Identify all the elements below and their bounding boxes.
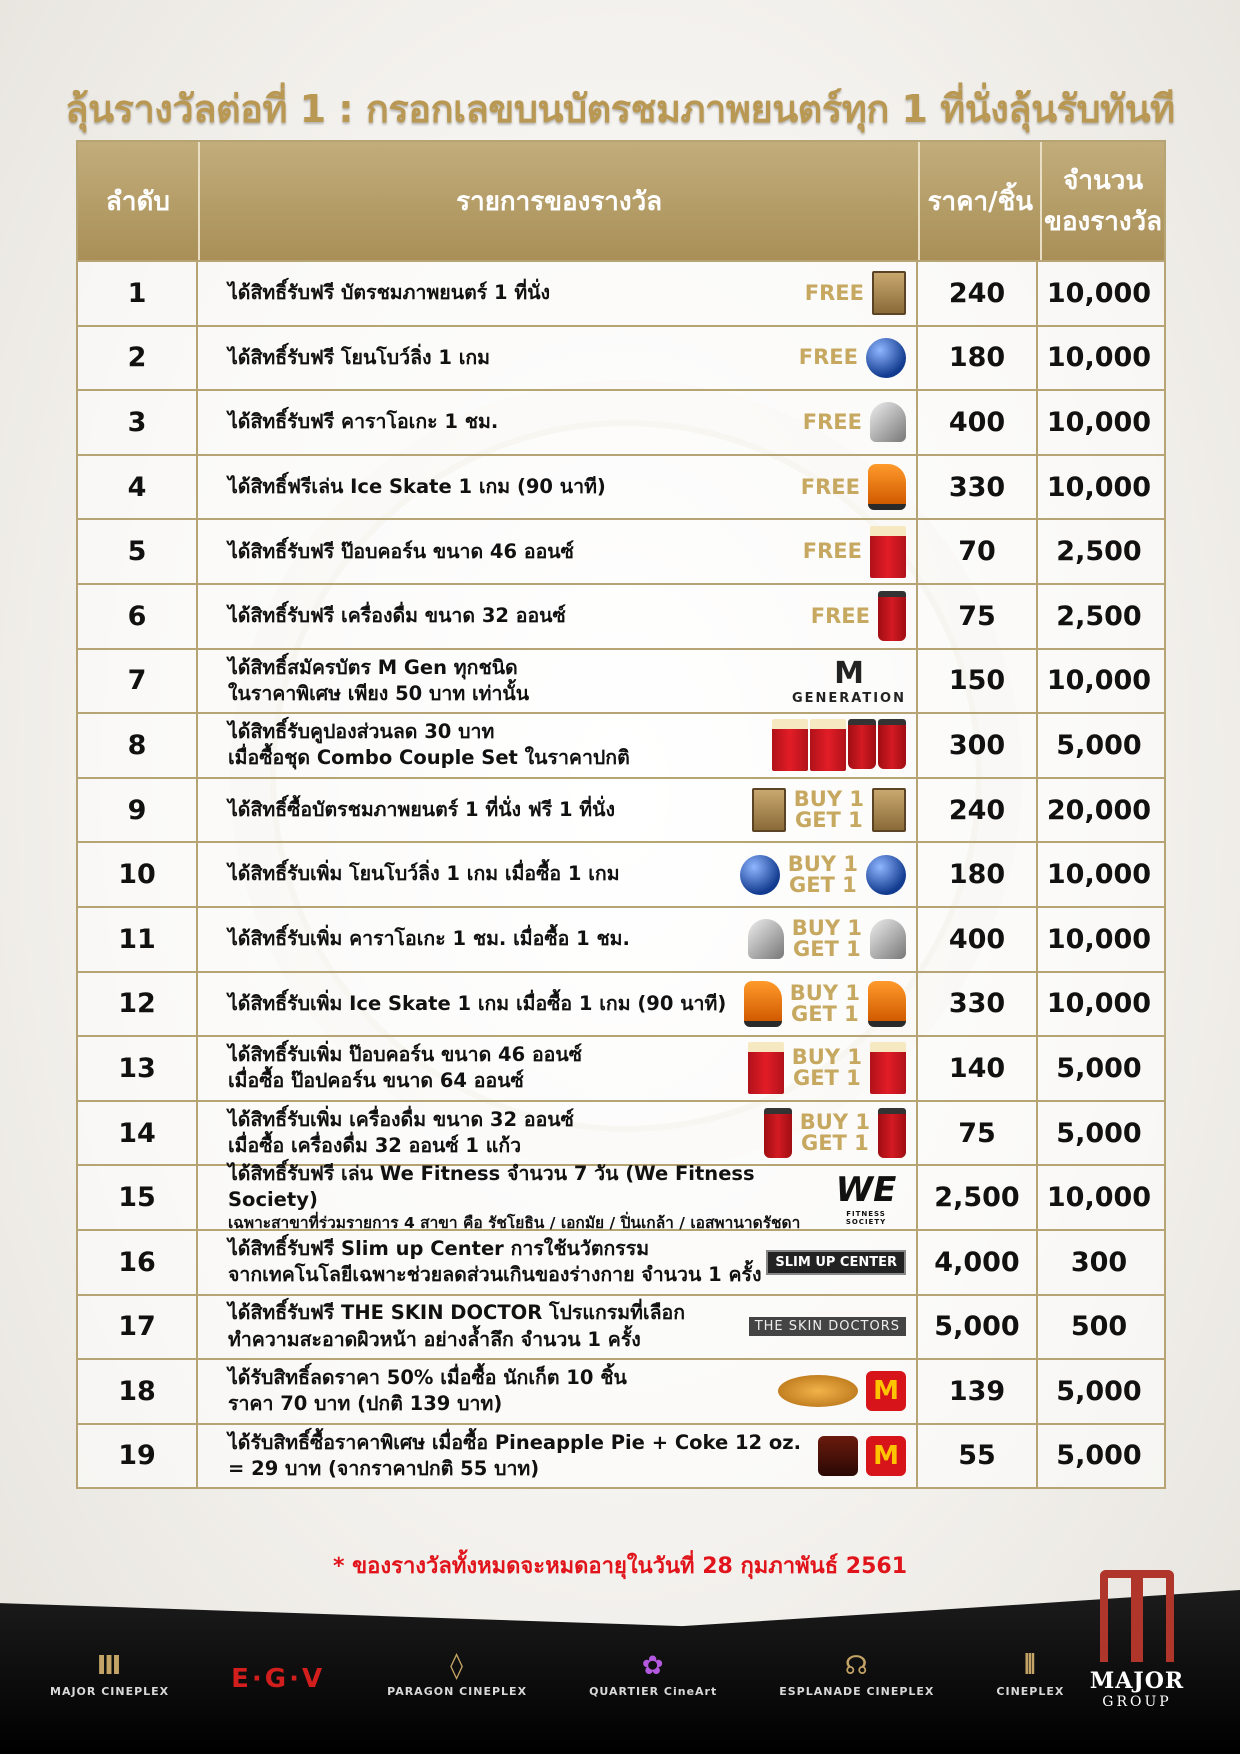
drink-cup-icon bbox=[878, 1108, 906, 1158]
row-price: 330 bbox=[918, 456, 1038, 519]
row-price: 150 bbox=[918, 650, 1038, 713]
row-price: 240 bbox=[918, 262, 1038, 325]
buy-label: BUY 1 bbox=[793, 787, 864, 812]
row-qty: 10,000 bbox=[1046, 342, 1152, 374]
row-price: 400 bbox=[918, 908, 1038, 971]
get-label: GET 1 bbox=[788, 872, 857, 897]
major-group-line1: MAJOR bbox=[1089, 1668, 1185, 1694]
major-group-line2: GROUP bbox=[1102, 1694, 1172, 1710]
row-price: 4,000 bbox=[918, 1231, 1038, 1294]
row-item bbox=[198, 1360, 918, 1423]
major-group-mark-icon bbox=[1100, 1570, 1174, 1662]
row-qty: 5,000 bbox=[1056, 1375, 1142, 1407]
nuggets-icon bbox=[778, 1375, 858, 1407]
item-line1: ได้สิทธิ์รับฟรี คาราโอเกะ 1 ชม. bbox=[228, 410, 499, 434]
col-header-qty bbox=[1042, 142, 1164, 260]
buy-label: BUY 1 bbox=[791, 1045, 862, 1070]
item-line1: ได้สิทธิ์รับเพิ่ม Ice Skate 1 เกม เมื่อซื้อ 1 เกม (90 นาที) bbox=[228, 991, 727, 1015]
row-qty: 5,000 bbox=[1056, 1052, 1142, 1084]
bowling-ball-icon bbox=[866, 855, 906, 895]
ice-skate-icon bbox=[868, 464, 906, 510]
row-price: 5,000 bbox=[918, 1296, 1038, 1359]
buy-label: BUY 1 bbox=[799, 1110, 870, 1135]
free-tag: FREE bbox=[802, 409, 862, 434]
row-qty: 2,500 bbox=[1056, 536, 1142, 568]
popcorn-icon bbox=[870, 1042, 906, 1094]
buy-get-tag bbox=[794, 789, 864, 831]
movie-ticket-icon bbox=[872, 788, 906, 832]
item-line1: ได้รับสิทธิ์ลดราคา 50% เมื่อซื้อ นักเก็ต 10 ชิ้น bbox=[228, 1366, 627, 1390]
buy-get-tag bbox=[787, 851, 858, 897]
footer-brand-logos bbox=[50, 1650, 1064, 1698]
item-line1: ได้สิทธิ์รับฟรี บัตรชมภาพยนตร์ 1 ที่นั่ง bbox=[228, 281, 551, 305]
row-number: 5 bbox=[78, 520, 198, 583]
brand-label: CINEPLEX bbox=[996, 1685, 1065, 1698]
brand-label: ESPLANADE CINEPLEX bbox=[779, 1685, 935, 1698]
row-qty: 10,000 bbox=[1046, 923, 1152, 955]
row-price: 180 bbox=[918, 327, 1038, 390]
row-price: 55 bbox=[918, 1425, 1038, 1488]
row-item bbox=[198, 1231, 918, 1294]
table-row bbox=[78, 260, 1164, 325]
row-qty: 10,000 bbox=[1046, 406, 1152, 438]
row-price: 2,500 bbox=[918, 1166, 1038, 1229]
m-generation-logo bbox=[792, 656, 906, 706]
item-line2: เฉพาะสาขาที่ร่วมรายการ 4 สาขา คือ รัชโยธิน / เอกมัย / ปิ่นเกล้า / เอสพานาดรัชดา bbox=[228, 1214, 801, 1233]
row-item bbox=[198, 1102, 918, 1165]
row-qty: 5,000 bbox=[1056, 1117, 1142, 1149]
get-label: GET 1 bbox=[794, 808, 863, 833]
drink-cup-icon bbox=[878, 591, 906, 641]
table-row bbox=[78, 454, 1164, 519]
free-tag: FREE bbox=[798, 345, 858, 370]
table-row bbox=[78, 583, 1164, 648]
get-label: GET 1 bbox=[790, 1001, 859, 1026]
table-row bbox=[78, 518, 1164, 583]
popcorn-icon bbox=[748, 1042, 784, 1094]
page-title: ลุ้นรางวัลต่อที่ 1 : กรอกเลขบนบัตรชมภาพยนตร์ทุก 1 ที่นั่งลุ้นรับทันที bbox=[65, 87, 1175, 131]
row-qty: 10,000 bbox=[1046, 988, 1152, 1020]
row-qty: 5,000 bbox=[1056, 729, 1142, 761]
egv-logo bbox=[231, 1664, 325, 1698]
table-row bbox=[78, 389, 1164, 454]
row-number: 1 bbox=[78, 262, 198, 325]
popcorn-icon bbox=[772, 719, 808, 771]
item-line2: จากเทคโนโลยีเฉพาะช่วยลดส่วนเกินของร่างกาย จำนวน 1 ครั้ง bbox=[228, 1263, 762, 1287]
table-row bbox=[78, 1423, 1164, 1488]
item-line1: ได้สิทธิ์รับฟรี เครื่องดื่ม ขนาด 32 ออนซ์ bbox=[228, 604, 566, 628]
row-number: 2 bbox=[78, 327, 198, 390]
table-row bbox=[78, 1161, 1164, 1233]
get-label: GET 1 bbox=[792, 1066, 861, 1091]
item-line1: ได้สิทธิ์รับฟรี Slim up Center การใช้นวัตกรรม bbox=[228, 1236, 650, 1260]
table-row bbox=[78, 648, 1164, 713]
movie-ticket-icon bbox=[872, 271, 906, 315]
row-number: 17 bbox=[78, 1296, 198, 1359]
combo-set-icon bbox=[772, 719, 906, 771]
drink-cup-icon bbox=[764, 1108, 792, 1158]
movie-ticket-icon bbox=[752, 788, 786, 832]
item-line1: ได้สิทธิ์ฟรีเล่น Ice Skate 1 เกม (90 นาที) bbox=[228, 474, 606, 498]
row-item bbox=[198, 1425, 918, 1488]
row-item bbox=[198, 1037, 918, 1100]
row-number: 9 bbox=[78, 779, 198, 842]
table-row bbox=[78, 906, 1164, 971]
row-item bbox=[198, 262, 918, 325]
row-number: 3 bbox=[78, 391, 198, 454]
table-row bbox=[78, 1100, 1164, 1165]
table-row bbox=[78, 1229, 1164, 1294]
row-item bbox=[198, 843, 918, 906]
col-header-qty-line2: ของรางวัล bbox=[1044, 207, 1163, 237]
row-price: 70 bbox=[918, 520, 1038, 583]
we-fitness-label: FITNESS SOCIETY bbox=[845, 1209, 887, 1226]
mcdonalds-logo: M bbox=[866, 1371, 906, 1411]
esplanade-cineplex-logo: ☊ ESPLANADE CINEPLEX bbox=[779, 1651, 935, 1698]
microphone-icon bbox=[870, 919, 906, 959]
row-item bbox=[198, 779, 918, 842]
row-item bbox=[198, 585, 918, 648]
item-line1: ได้รับสิทธิ์ซื้อราคาพิเศษ เมื่อซื้อ Pineapple Pie + Coke 12 oz. bbox=[228, 1430, 802, 1454]
brand-label: QUARTIER CineArt bbox=[589, 1685, 718, 1698]
item-line2: เมื่อซื้อชุด Combo Couple Set ในราคาปกติ bbox=[228, 746, 630, 770]
buy-get-tag bbox=[789, 980, 860, 1026]
brand-label: PARAGON CINEPLEX bbox=[387, 1685, 528, 1698]
table-row bbox=[78, 971, 1164, 1036]
bowling-ball-icon bbox=[866, 338, 906, 378]
popcorn-icon bbox=[810, 719, 846, 771]
we-fitness-logo bbox=[826, 1170, 906, 1226]
row-number: 15 bbox=[78, 1166, 198, 1229]
row-price: 75 bbox=[918, 585, 1038, 648]
table-row bbox=[78, 777, 1164, 842]
we-fitness-mark: WE bbox=[835, 1169, 897, 1210]
row-price: 75 bbox=[918, 1102, 1038, 1165]
get-label: GET 1 bbox=[792, 937, 861, 962]
mcdonalds-logo: M bbox=[866, 1436, 906, 1476]
table-row bbox=[78, 712, 1164, 777]
item-line2: ในราคาพิเศษ เพียง 50 บาท เท่านั้น bbox=[228, 681, 530, 705]
row-price: 140 bbox=[918, 1037, 1038, 1100]
microphone-icon bbox=[870, 402, 906, 442]
row-price: 400 bbox=[918, 391, 1038, 454]
row-qty: 10,000 bbox=[1046, 859, 1152, 891]
free-tag: FREE bbox=[802, 539, 862, 564]
buy-get-tag bbox=[792, 918, 862, 960]
expiry-note: * ของรางวัลทั้งหมดจะหมดอายุในวันที่ 28 กุมภาพันธ์ 2561 bbox=[332, 1554, 908, 1579]
row-item bbox=[198, 973, 918, 1036]
table-row bbox=[78, 1035, 1164, 1100]
item-line1: ได้สิทธิ์รับเพิ่ม โยนโบว์ลิ่ง 1 เกม เมื่อซื้อ 1 เกม bbox=[228, 862, 620, 886]
buy-label: BUY 1 bbox=[791, 916, 862, 941]
col-header-qty-line1: จำนวน bbox=[1063, 166, 1144, 196]
item-line1: ได้สิทธิ์รับฟรี ป๊อบคอร์น ขนาด 46 ออนซ์ bbox=[228, 539, 574, 563]
brand-label: MAJOR CINEPLEX bbox=[50, 1685, 170, 1698]
brand-label: E·G·V bbox=[231, 1664, 326, 1694]
table-row bbox=[78, 325, 1164, 390]
row-number: 13 bbox=[78, 1037, 198, 1100]
item-line1: ได้สิทธิ์รับเพิ่ม เครื่องดื่ม ขนาด 32 ออนซ์ bbox=[228, 1107, 574, 1131]
item-line2: ราคา 70 บาท (ปกติ 139 บาท) bbox=[228, 1392, 503, 1416]
col-header-item: รายการของรางวัล bbox=[200, 142, 921, 260]
table-row bbox=[78, 841, 1164, 906]
row-number: 18 bbox=[78, 1360, 198, 1423]
row-item bbox=[198, 1161, 918, 1233]
item-line2: = 29 บาท (จากราคาปกติ 55 บาท) bbox=[228, 1456, 540, 1480]
free-tag: FREE bbox=[810, 603, 870, 628]
row-price: 330 bbox=[918, 973, 1038, 1036]
item-line2: เมื่อซื้อ เครื่องดื่ม 32 ออนซ์ 1 แก้ว bbox=[228, 1134, 522, 1158]
row-item bbox=[198, 391, 918, 454]
m-generation-label: GENERATION bbox=[791, 690, 906, 706]
cineplex-logo: ⦀ CINEPLEX bbox=[996, 1650, 1065, 1698]
row-price: 300 bbox=[918, 714, 1038, 777]
row-price: 180 bbox=[918, 843, 1038, 906]
row-number: 8 bbox=[78, 714, 198, 777]
row-number: 16 bbox=[78, 1231, 198, 1294]
row-item bbox=[198, 714, 918, 777]
item-line1: ได้สิทธิ์รับเพิ่ม คาราโอเกะ 1 ชม. เมื่อซื้อ 1 ชม. bbox=[228, 927, 630, 951]
quartier-cineart-logo: ✿ QUARTIER CineArt bbox=[589, 1651, 718, 1698]
buy-label: BUY 1 bbox=[787, 851, 858, 876]
table-row bbox=[78, 1294, 1164, 1359]
row-qty: 20,000 bbox=[1046, 794, 1152, 826]
row-qty: 10,000 bbox=[1046, 1182, 1152, 1214]
item-line2: ทำความสะอาดผิวหน้า อย่างล้ำลึก จำนวน 1 ครั้ง bbox=[228, 1327, 641, 1351]
row-price: 139 bbox=[918, 1360, 1038, 1423]
row-qty: 10,000 bbox=[1046, 665, 1152, 697]
row-item bbox=[198, 1296, 918, 1359]
row-qty: 500 bbox=[1070, 1311, 1128, 1343]
prize-table bbox=[76, 140, 1166, 1489]
item-line1: ได้สิทธิ์รับเพิ่ม ป๊อบคอร์น ขนาด 46 ออนซ์ bbox=[228, 1043, 582, 1067]
row-qty: 2,500 bbox=[1056, 600, 1142, 632]
row-item bbox=[198, 456, 918, 519]
paragon-cineplex-logo: ◊ PARAGON CINEPLEX bbox=[387, 1651, 528, 1698]
table-row bbox=[78, 1358, 1164, 1423]
row-price: 240 bbox=[918, 779, 1038, 842]
row-number: 7 bbox=[78, 650, 198, 713]
row-number: 6 bbox=[78, 585, 198, 648]
row-item bbox=[198, 327, 918, 390]
item-line1: ได้สิทธิ์รับฟรี เล่น We Fitness จำนวน 7 วัน (We Fitness Society) bbox=[228, 1161, 755, 1212]
popcorn-icon bbox=[870, 526, 906, 578]
row-qty: 5,000 bbox=[1056, 1440, 1142, 1472]
row-number: 14 bbox=[78, 1102, 198, 1165]
row-qty: 10,000 bbox=[1046, 277, 1152, 309]
buy-get-tag bbox=[800, 1112, 870, 1154]
row-item bbox=[198, 650, 918, 713]
free-tag: FREE bbox=[804, 280, 864, 305]
pie-and-coke-icon bbox=[818, 1436, 858, 1476]
col-header-no: ลำดับ bbox=[78, 142, 200, 260]
get-label: GET 1 bbox=[800, 1131, 869, 1156]
major-cineplex-logo: Ⅲ MAJOR CINEPLEX bbox=[50, 1651, 170, 1698]
drink-cup-icon bbox=[848, 719, 876, 769]
item-line1: ได้สิทธิ์รับฟรี THE SKIN DOCTOR โปรแกรมที่เลือก bbox=[228, 1301, 686, 1325]
row-qty: 300 bbox=[1070, 1246, 1128, 1278]
row-qty: 10,000 bbox=[1046, 471, 1152, 503]
ice-skate-icon bbox=[868, 981, 906, 1027]
row-number: 4 bbox=[78, 456, 198, 519]
row-number: 11 bbox=[78, 908, 198, 971]
free-tag: FREE bbox=[800, 474, 860, 499]
table-header bbox=[78, 142, 1164, 260]
row-number: 12 bbox=[78, 973, 198, 1036]
item-line1: ได้สิทธิ์รับฟรี โยนโบว์ลิ่ง 1 เกม bbox=[228, 345, 491, 369]
buy-label: BUY 1 bbox=[789, 980, 860, 1005]
skin-doctors-logo: THE SKIN DOCTORS bbox=[749, 1317, 906, 1336]
item-line2: เมื่อซื้อ ป๊อปคอร์น ขนาด 64 ออนซ์ bbox=[228, 1069, 524, 1093]
row-item bbox=[198, 520, 918, 583]
row-item bbox=[198, 908, 918, 971]
item-line1: ได้สิทธิ์ซื้อบัตรชมภาพยนตร์ 1 ที่นั่ง ฟรี 1 ที่นั่ง bbox=[228, 797, 616, 821]
m-generation-mark: M bbox=[834, 655, 864, 691]
drink-cup-icon bbox=[878, 719, 906, 769]
slim-up-center-logo: SLIM UP CENTER bbox=[766, 1250, 906, 1275]
col-header-price: ราคา/ชิ้น bbox=[920, 142, 1042, 260]
bowling-ball-icon bbox=[740, 855, 780, 895]
item-line1: ได้สิทธิ์รับคูปองส่วนลด 30 บาท bbox=[228, 720, 495, 744]
item-line1: ได้สิทธิ์สมัครบัตร M Gen ทุกชนิด bbox=[228, 655, 518, 679]
major-group-logo bbox=[1082, 1570, 1192, 1710]
buy-get-tag bbox=[792, 1047, 862, 1089]
row-number: 10 bbox=[78, 843, 198, 906]
microphone-icon bbox=[748, 919, 784, 959]
ice-skate-icon bbox=[744, 981, 782, 1027]
row-number: 19 bbox=[78, 1425, 198, 1488]
